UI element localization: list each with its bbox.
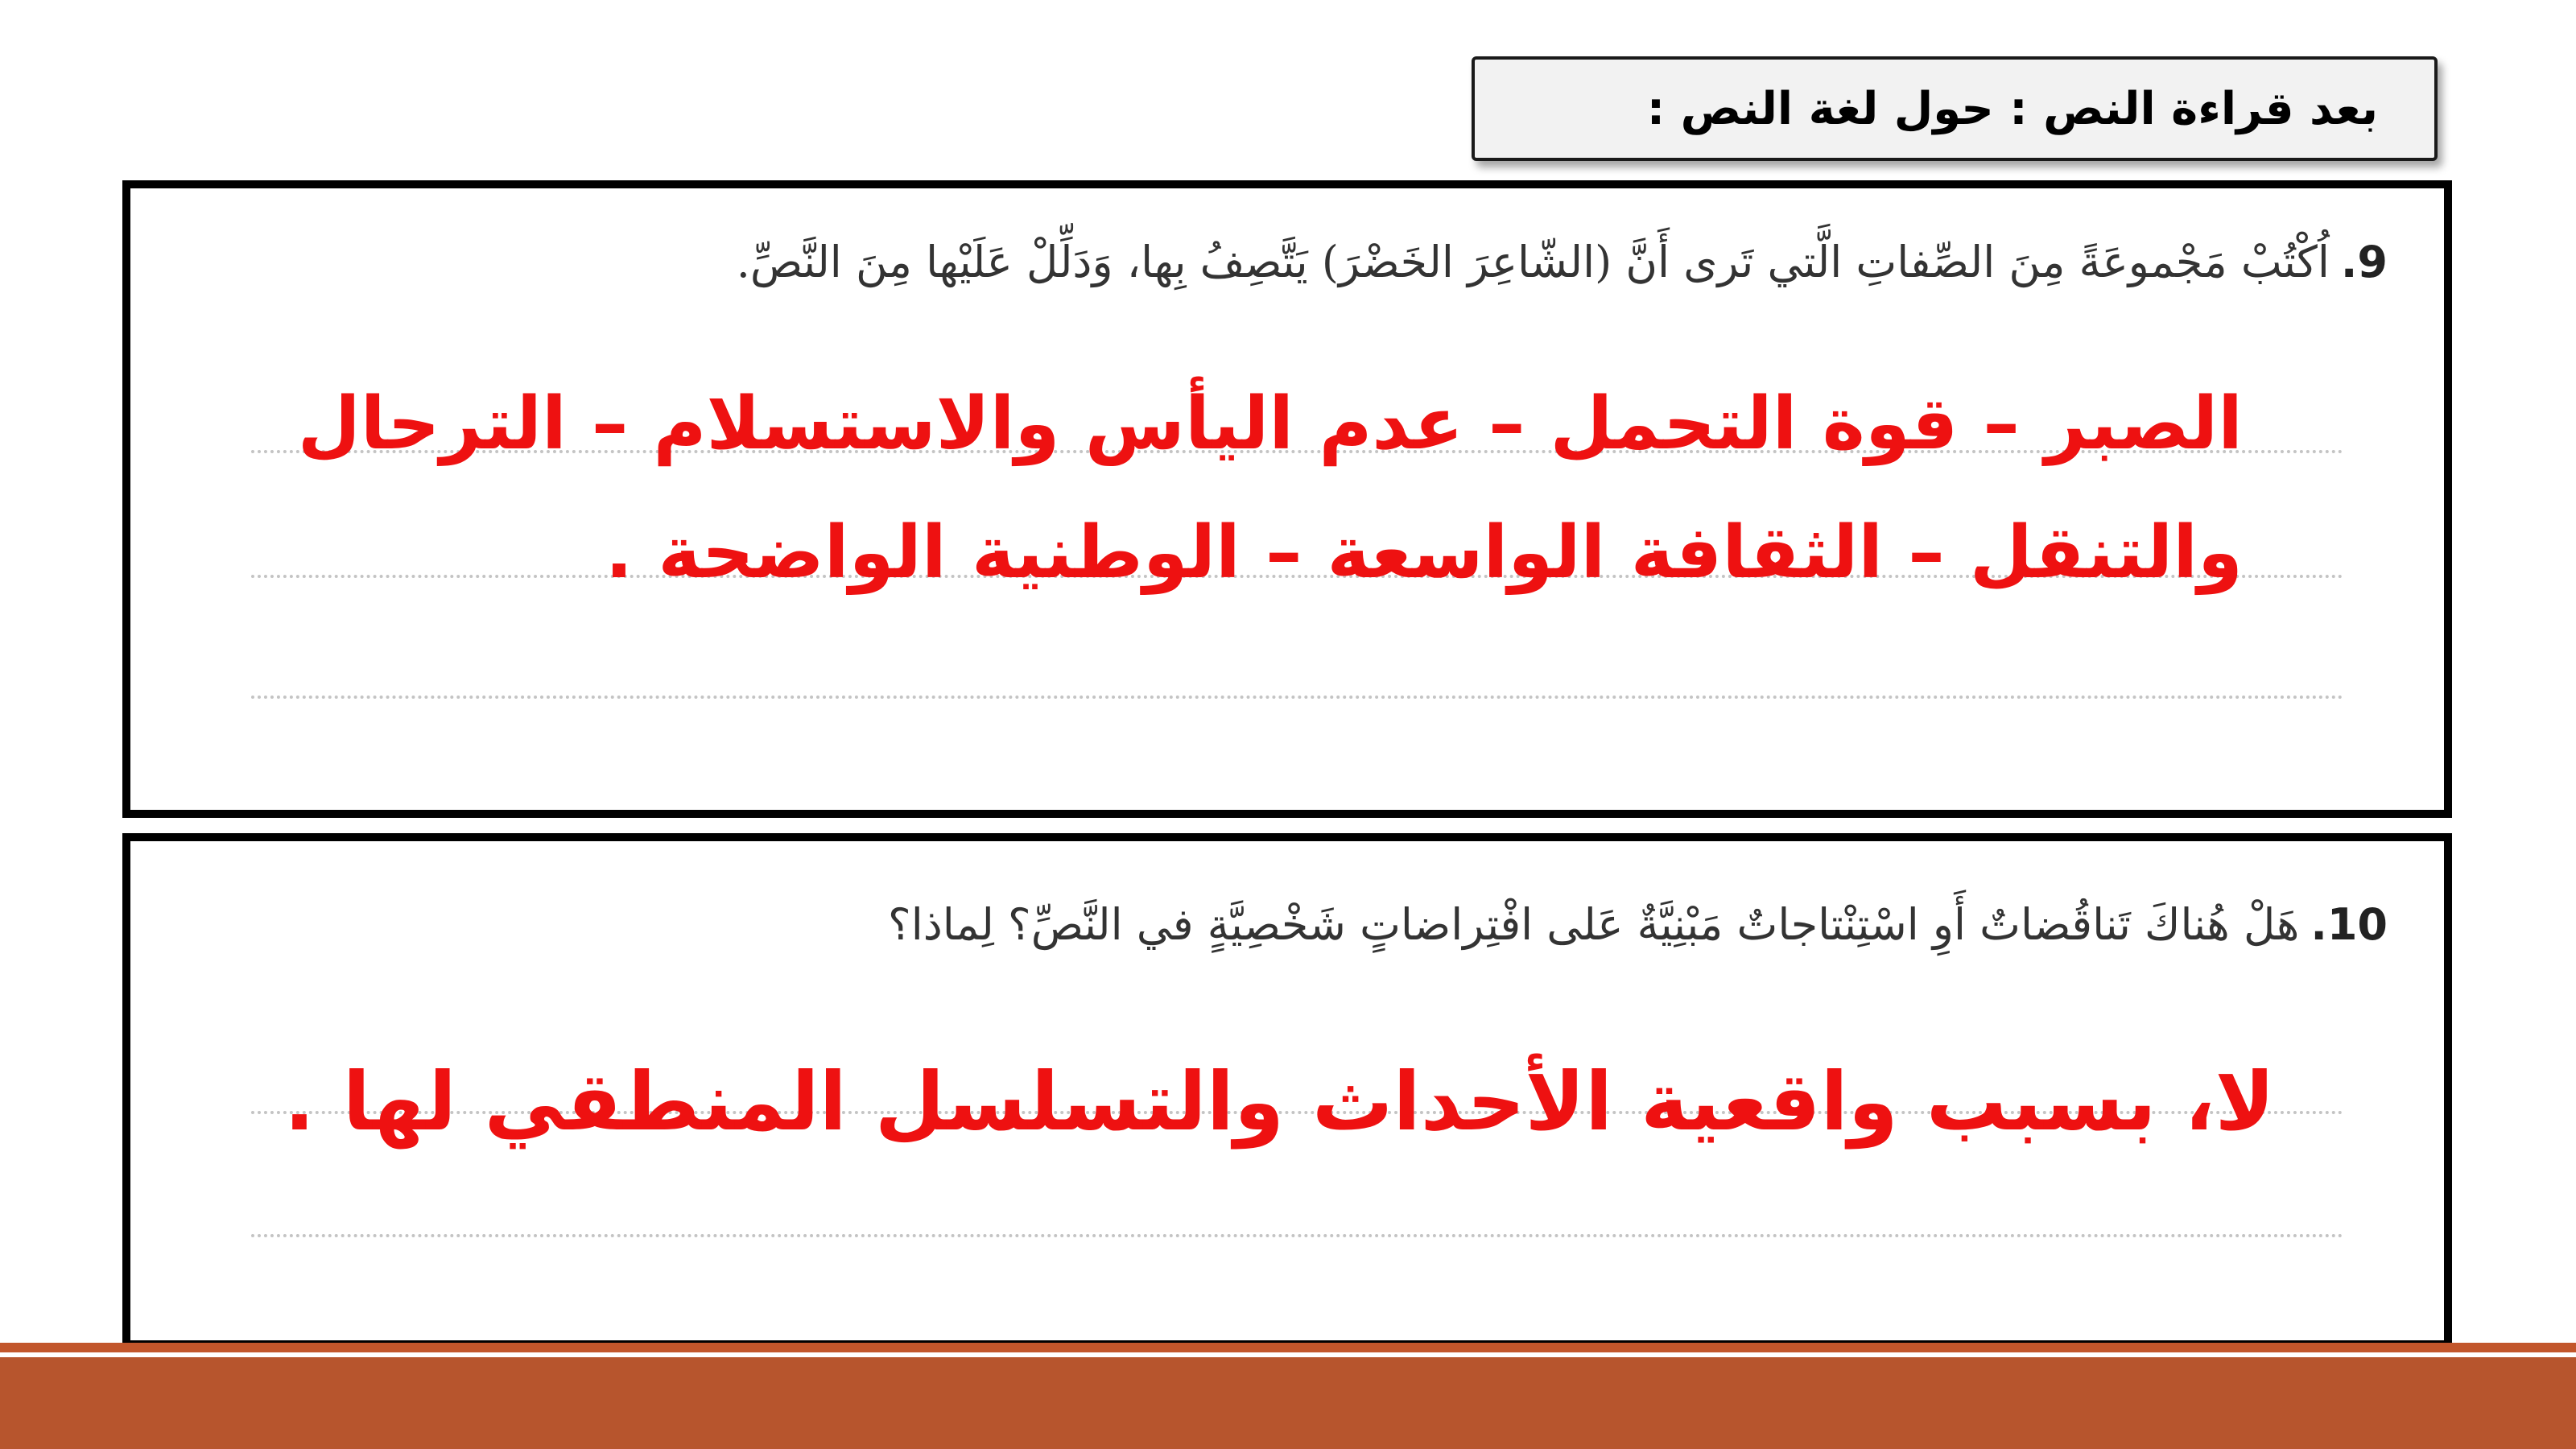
question-10-box <box>122 833 2452 1348</box>
footer-bar <box>0 1357 2576 1449</box>
question-9-number: 9. <box>2340 237 2388 287</box>
answer-line <box>251 696 2344 699</box>
question-9-box <box>122 180 2452 818</box>
answer-9-line-2: والتنقل – الثقافة الواسعة – الوطنية الواضحة . <box>605 510 2243 595</box>
answer-9-line-1: الصبر – قوة التحمل – عدم اليأس والاستسلام – الترحال <box>297 382 2243 466</box>
answer-line <box>251 1234 2344 1237</box>
footer-accent-line <box>0 1343 2576 1352</box>
question-10-text <box>888 899 2388 950</box>
section-header <box>1472 56 2438 161</box>
section-header-title: بعد قراءة النص : حول لغة النص : <box>1646 82 2378 135</box>
question-10-number: 10. <box>2310 899 2388 950</box>
answer-10-line-1: لا، بسبب واقعية الأحداث والتسلسل المنطقي لها . <box>283 1055 2275 1149</box>
question-9-prompt: اُكْتُبْ مَجْموعَةً مِنَ الصِّفاتِ الَّتي تَرى أَنَّ (الشّاعِرَ الخَضْرَ) يَتَّصِفُ بِها، وَدَلِّلْ عَلَيْها مِنَ النَّصِّ. <box>736 237 2330 287</box>
question-9-text <box>737 237 2388 287</box>
question-10-prompt: هَلْ هُناكَ تَناقُضاتٌ أَوِ اسْتِنْتاجاتٌ مَبْنِيَّةٌ عَلى افْتِراضاتٍ شَخْصِيَّةٍ في النَّصِّ؟ لِماذا؟ <box>888 899 2300 950</box>
